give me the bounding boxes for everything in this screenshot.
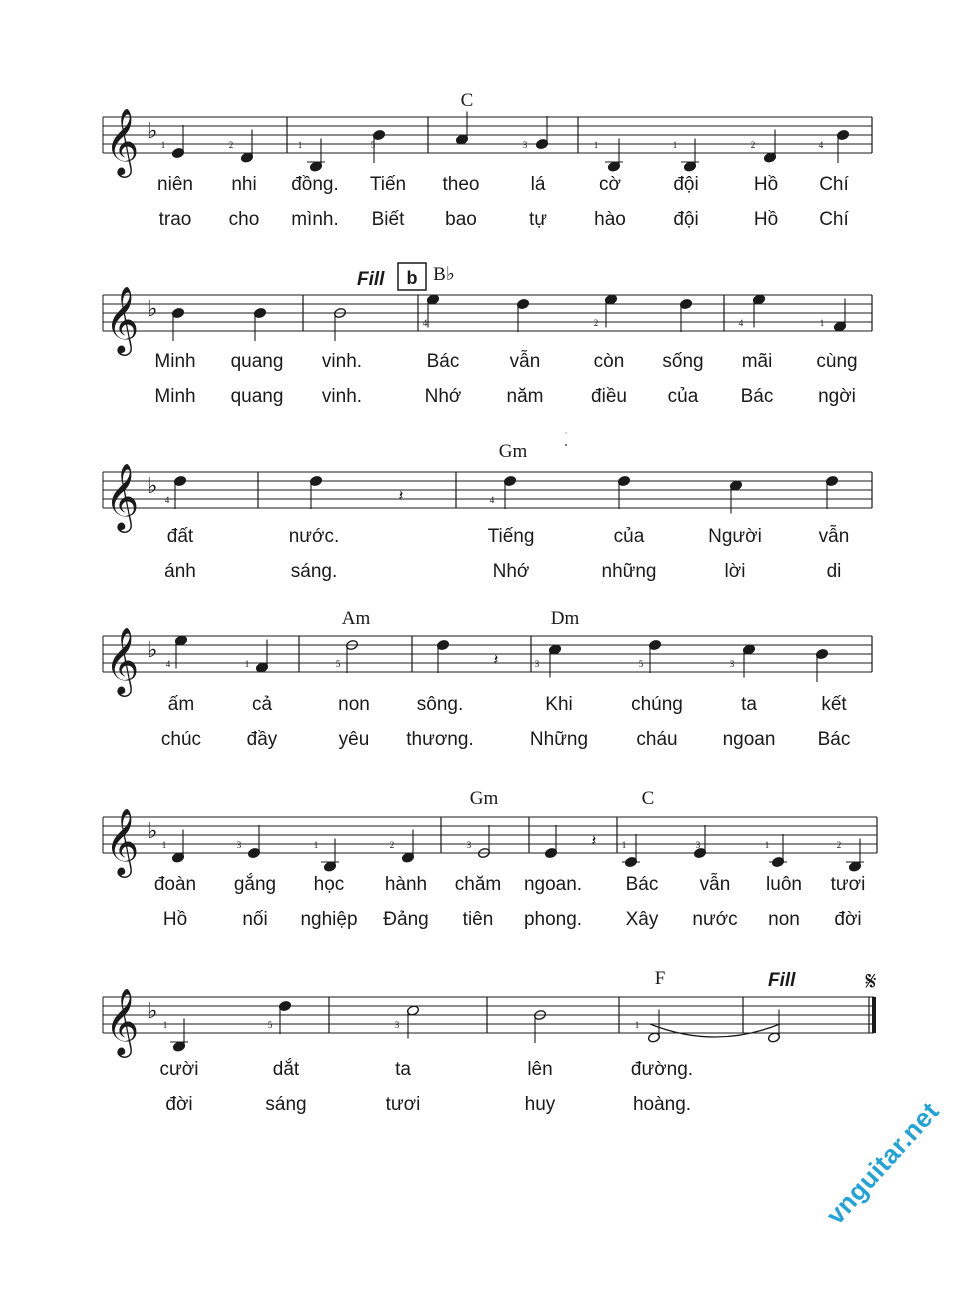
lyric-verse-2: trao	[158, 209, 192, 230]
lyric-verse-1: ấm	[167, 694, 195, 715]
lyric-verse-1: ta	[741, 694, 757, 715]
chord-symbol: Dm	[550, 608, 580, 629]
lyric-verse-2: lời	[724, 561, 746, 582]
lyric-verse-2: di	[826, 561, 842, 582]
lyric-verse-2: huy	[524, 1094, 556, 1115]
lyric-verse-1: Chí	[819, 174, 849, 195]
lyric-verse-2: nước	[692, 909, 738, 930]
lyric-verse-2: hoàng.	[632, 1094, 692, 1115]
fingering-number: 1	[161, 840, 167, 850]
lyric-verse-2: tiên	[462, 909, 494, 930]
key-signature-flat-icon: ♭	[147, 638, 158, 663]
key-signature-flat-icon: ♭	[147, 297, 158, 322]
lyric-verse-1: gắng	[233, 874, 277, 895]
treble-clef-icon: 𝄞	[105, 807, 140, 875]
lyric-verse-1: nhi	[231, 174, 257, 195]
lyric-verse-2: nối	[242, 909, 268, 930]
key-signature-flat-icon: ♭	[147, 819, 158, 844]
lyric-verse-2: hào	[594, 209, 626, 230]
key-signature-flat-icon: ♭	[147, 474, 158, 499]
lyric-verse-1: vẫn	[509, 351, 541, 372]
fingering-number: 1	[672, 140, 678, 150]
fingering-number: 4	[164, 495, 170, 505]
lyric-verse-2: chúc	[160, 729, 202, 750]
lyric-verse-2: Nhớ	[424, 386, 462, 407]
lyric-verse-1: tươi	[830, 874, 866, 895]
final-barline-thick	[872, 997, 876, 1033]
fingering-number: 3	[394, 1020, 400, 1030]
fingering-number: 4	[489, 495, 495, 505]
lyric-verse-2: sáng.	[290, 561, 338, 582]
treble-clef-icon: 𝄞	[105, 626, 140, 694]
lyric-verse-1: cười	[159, 1059, 199, 1080]
lyric-verse-2: thương.	[406, 729, 474, 750]
tie-curve	[650, 1024, 780, 1037]
treble-clef-icon: 𝄞	[105, 107, 140, 175]
fill-label-end: Fill	[768, 970, 796, 991]
lyric-verse-2: sáng	[265, 1094, 307, 1115]
lyric-verse-2: quang	[230, 386, 284, 407]
lyric-verse-1: Người	[708, 526, 762, 547]
lyric-verse-1: ngoan.	[523, 874, 583, 895]
quarter-rest-icon: 𝄽	[398, 486, 404, 505]
lyric-verse-1: chăm	[454, 874, 502, 895]
lyric-verse-2: cho	[228, 209, 260, 230]
lyric-verse-2: Nhớ	[492, 561, 530, 582]
staff-system	[103, 987, 876, 1058]
treble-clef-icon: 𝄞	[105, 987, 140, 1055]
key-signature-flat-icon: ♭	[147, 119, 158, 144]
lyric-verse-2: Bác	[740, 386, 774, 407]
fingering-number: 4	[165, 659, 171, 669]
fingering-number: 3	[695, 840, 701, 850]
lyric-verse-2: nghiệp	[300, 909, 358, 930]
fingering-number: 5	[370, 140, 376, 150]
lyric-verse-2: Hồ	[753, 209, 779, 230]
fingering-number: 1	[621, 840, 627, 850]
lyric-verse-1: của	[613, 526, 645, 547]
chord-symbol: Gm	[498, 441, 528, 462]
fingering-number: 5	[267, 1020, 273, 1030]
lyric-verse-2: bao	[445, 209, 477, 230]
fingering-number: 2	[389, 840, 395, 850]
lyric-verse-2: năm	[506, 386, 544, 407]
fingering-number: 2	[228, 140, 234, 150]
key-signature-flat-icon: ♭	[147, 999, 158, 1024]
fingering-number: 3	[534, 659, 540, 669]
lyric-verse-1: đồng.	[291, 174, 339, 195]
fingering-number: 4	[818, 140, 824, 150]
paper-speck	[565, 444, 567, 446]
fingering-number: 1	[764, 840, 770, 850]
lyric-verse-2: đời	[834, 909, 862, 930]
lyric-verse-1: đường.	[630, 1059, 694, 1080]
lyric-verse-1: Tiến	[369, 174, 407, 195]
lyric-verse-2: mình.	[291, 209, 339, 230]
lyric-verse-2: Xây	[625, 909, 659, 930]
lyric-verse-2: của	[667, 386, 699, 407]
lyric-verse-1: hành	[384, 874, 428, 895]
lyric-verse-2: Chí	[819, 209, 849, 230]
lyric-verse-2: Những	[529, 729, 589, 750]
lyric-verse-1: lên	[527, 1059, 553, 1080]
lyric-verse-1: Bác	[426, 351, 460, 372]
fingering-number: 1	[819, 318, 825, 328]
lyric-verse-2: yêu	[338, 729, 370, 750]
lyric-verse-2: đời	[165, 1094, 193, 1115]
quarter-rest-icon: 𝄽	[591, 831, 597, 850]
fingering-number: 2	[750, 140, 756, 150]
lyric-verse-2: non	[768, 909, 800, 930]
fingering-number: 5	[335, 659, 341, 669]
lyric-verse-2: vinh.	[321, 386, 363, 407]
fingering-number: 1	[593, 140, 599, 150]
lyric-verse-1: sông.	[416, 694, 464, 715]
lyric-verse-1: vẫn	[818, 526, 850, 547]
lyric-verse-2: Minh	[154, 386, 196, 407]
staff-system	[103, 285, 872, 356]
fingering-number: 1	[160, 140, 166, 150]
quarter-rest-icon: 𝄽	[493, 650, 499, 669]
lyric-verse-2: đội	[673, 209, 699, 230]
lyric-verse-1: ta	[395, 1059, 411, 1080]
lyric-verse-1: vinh.	[321, 351, 363, 372]
lyric-verse-1: nước.	[288, 526, 340, 547]
lyric-verse-1: cùng	[816, 351, 858, 372]
lyric-verse-1: còn	[593, 351, 625, 372]
lyric-verse-2: ánh	[164, 561, 196, 582]
fill-label: Fill	[357, 269, 385, 290]
chord-symbol: F	[654, 968, 666, 989]
staff-system	[103, 462, 872, 533]
lyric-verse-1: mãi	[741, 351, 773, 372]
lyric-verse-1: Tiếng	[487, 526, 535, 547]
lyric-verse-1: lá	[530, 174, 546, 195]
chord-symbol: B♭	[433, 264, 455, 285]
fingering-number: 3	[522, 140, 528, 150]
paper-speck	[565, 432, 567, 434]
fingering-number: 5	[638, 659, 644, 669]
lyric-verse-1: niên	[157, 174, 193, 195]
lyric-verse-1: dắt	[272, 1059, 300, 1080]
lyric-verse-2: đầy	[246, 729, 278, 750]
fingering-number: 1	[162, 1020, 168, 1030]
fingering-number: 2	[593, 318, 599, 328]
segno-icon: 𝄋	[865, 967, 877, 997]
chord-symbol: C	[460, 90, 474, 111]
lyric-verse-1: quang	[230, 351, 284, 372]
fingering-number: 3	[729, 659, 735, 669]
treble-clef-icon: 𝄞	[105, 285, 140, 353]
lyric-verse-1: non	[338, 694, 370, 715]
chord-symbol: C	[641, 788, 655, 809]
section-letter: b	[406, 268, 418, 288]
fingering-number: 4	[738, 318, 744, 328]
staff-system	[103, 626, 872, 697]
lyric-verse-1: đất	[166, 526, 194, 547]
fingering-number: 3	[236, 840, 242, 850]
lyric-verse-2: tươi	[385, 1094, 421, 1115]
lyric-verse-2: những	[601, 561, 657, 582]
lyric-verse-2: điều	[591, 386, 627, 407]
lyric-verse-1: học	[313, 874, 345, 895]
lyric-verse-2: tự	[529, 209, 547, 230]
fingering-number: 1	[244, 659, 250, 669]
lyric-verse-1: Hồ	[753, 174, 779, 195]
lyric-verse-2: Hồ	[162, 909, 188, 930]
lyric-verse-1: Bác	[625, 874, 659, 895]
fingering-number: 2	[836, 840, 842, 850]
staff-system	[103, 107, 872, 178]
fingering-number: 1	[634, 1020, 640, 1030]
chord-symbol: Gm	[469, 788, 499, 809]
lyric-verse-1: luôn	[766, 874, 802, 895]
lyric-verse-1: chúng	[631, 694, 683, 715]
lyric-verse-2: ngoan	[722, 729, 776, 750]
lyric-verse-1: đội	[673, 174, 699, 195]
chord-symbol: Am	[341, 608, 371, 629]
lyric-verse-1: vẫn	[699, 874, 731, 895]
fingering-number: 1	[297, 140, 303, 150]
lyric-verse-1: kết	[821, 694, 847, 715]
lyric-verse-1: đoàn	[153, 874, 197, 895]
lyric-verse-2: Bác	[817, 729, 851, 750]
staff-system	[103, 807, 877, 878]
lyric-verse-2: ngời	[818, 386, 856, 407]
watermark-text: vnguitar.net	[820, 1096, 945, 1231]
lyric-verse-1: cả	[251, 694, 273, 715]
fingering-number: 3	[466, 840, 472, 850]
lyric-verse-1: sống	[662, 351, 704, 372]
lyric-verse-2: phong.	[523, 909, 583, 930]
lyric-verse-2: Đảng	[383, 909, 429, 930]
treble-clef-icon: 𝄞	[105, 462, 140, 530]
lyric-verse-2: Biết	[371, 209, 405, 230]
lyric-verse-1: Minh	[154, 351, 196, 372]
lyric-verse-1: theo	[442, 174, 480, 195]
lyric-verse-1: Khi	[545, 694, 573, 715]
lyric-verse-1: cờ	[599, 174, 621, 195]
lyric-verse-2: cháu	[636, 729, 678, 750]
fingering-number: 1	[313, 840, 319, 850]
fingering-number: 4	[422, 318, 428, 328]
